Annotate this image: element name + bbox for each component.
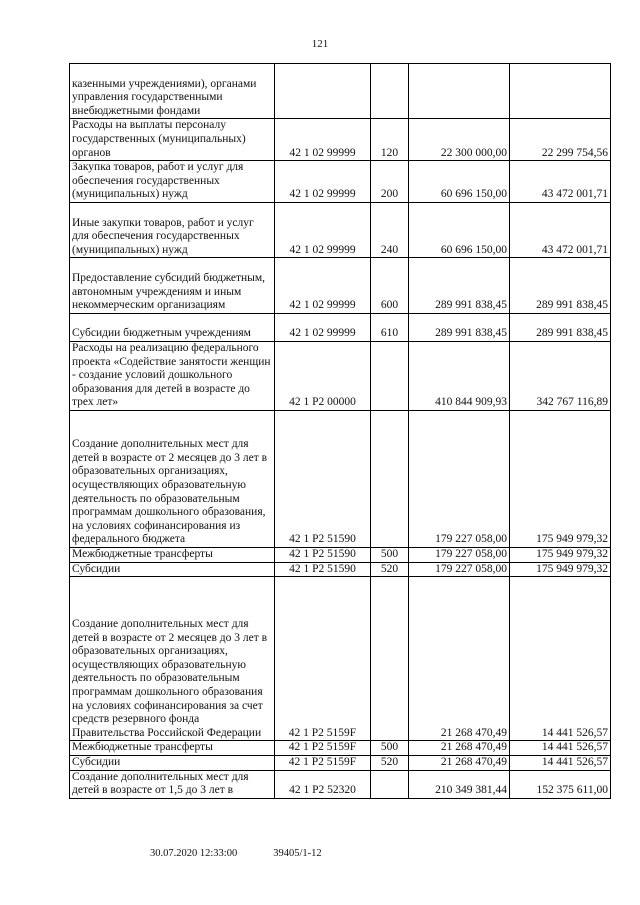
target-code-cell: 42 1 P2 51590 [275,547,371,562]
page-number: 121 [311,38,329,50]
expense-type-cell: 240 [371,202,409,257]
executed-amount-cell: 175 949 979,32 [510,547,611,562]
table-row [70,741,611,756]
target-code-cell: 42 1 02 99999 [275,313,371,341]
footer-document-id: 39405/1-12 [273,848,322,859]
target-code-cell: 42 1 P2 5159F [275,755,371,770]
target-code-cell: 42 1 P2 5159F [275,741,371,756]
executed-amount-cell: 43 472 001,71 [510,161,611,203]
expense-name-cell: Расходы на реализацию федерального проекта «Содействие занятости женщин - создание условий дошкольного образования для детей в возрасте до трех лет» [70,341,275,410]
expense-type-cell: 500 [371,741,409,756]
expense-name-cell: Создание дополнительных мест для детей в возрасте от 1,5 до 3 лет в [70,770,275,798]
planned-amount-cell: 60 696 150,00 [409,202,510,257]
expense-name-cell: Создание дополнительных мест для детей в возрасте от 2 месяцев до 3 лет в образовательных организациях, осуществляющих образовательную деятельность по образовательным программам дошкольного образования, на условиях софинансирования из федерального бюджета [70,410,275,547]
budget-table [69,63,611,799]
expense-type-cell: 120 [371,119,409,161]
table-row [70,547,611,562]
planned-amount-cell [409,64,510,119]
expense-name-cell: Межбюджетные трансферты [70,741,275,756]
target-code-cell: 42 1 P2 51590 [275,562,371,577]
expense-name-cell: Закупка товаров, работ и услуг для обеспечения государственных (муниципальных) нужд [70,161,275,203]
expense-type-cell: 600 [371,258,409,313]
target-code-cell: 42 1 02 99999 [275,258,371,313]
expense-name-cell: Иные закупки товаров, работ и услуг для обеспечения государственных (муниципальных) нужд [70,202,275,257]
footer-timestamp: 30.07.2020 12:33:00 [150,848,238,859]
planned-amount-cell: 22 300 000,00 [409,119,510,161]
planned-amount-cell: 289 991 838,45 [409,313,510,341]
executed-amount-cell: 289 991 838,45 [510,258,611,313]
expense-type-cell: 500 [371,547,409,562]
planned-amount-cell: 21 268 470,49 [409,577,510,741]
table-row [70,64,611,119]
expense-type-cell [371,577,409,741]
executed-amount-cell: 342 767 116,89 [510,341,611,410]
expense-type-cell [371,64,409,119]
document-footer [150,848,322,859]
table-row [70,770,611,798]
table-row [70,341,611,410]
table-row [70,258,611,313]
table-row [70,202,611,257]
table-row [70,410,611,547]
planned-amount-cell: 21 268 470,49 [409,755,510,770]
executed-amount-cell: 175 949 979,32 [510,410,611,547]
executed-amount-cell: 175 949 979,32 [510,562,611,577]
target-code-cell: 42 1 P2 52320 [275,770,371,798]
target-code-cell: 42 1 P2 00000 [275,341,371,410]
planned-amount-cell: 179 227 058,00 [409,547,510,562]
expense-name-cell: Создание дополнительных мест для детей в возрасте от 2 месяцев до 3 лет в образовательных организациях, осуществляющих образовательную деятельность по образовательным программам дошкольного образования на условиях софинансирования за счет средств резервного фонда Правительства Российской Федерации [70,577,275,741]
executed-amount-cell: 152 375 611,00 [510,770,611,798]
executed-amount-cell: 14 441 526,57 [510,741,611,756]
expense-name-cell: казенными учреждениями), органами управления государственными внебюджетными фондами [70,64,275,119]
planned-amount-cell: 289 991 838,45 [409,258,510,313]
table-row [70,119,611,161]
expense-name-cell: Межбюджетные трансферты [70,547,275,562]
expense-name-cell: Предоставление субсидий бюджетным, автономным учреждениям и иным некоммерческим организациям [70,258,275,313]
executed-amount-cell [510,64,611,119]
executed-amount-cell: 14 441 526,57 [510,755,611,770]
expense-type-cell [371,770,409,798]
target-code-cell: 42 1 P2 51590 [275,410,371,547]
table-row [70,313,611,341]
table-row [70,577,611,741]
expense-type-cell: 610 [371,313,409,341]
target-code-cell: 42 1 02 99999 [275,161,371,203]
expense-type-cell: 200 [371,161,409,203]
table-row [70,562,611,577]
expense-name-cell: Субсидии бюджетным учреждениям [70,313,275,341]
table-row [70,161,611,203]
expense-name-cell: Субсидии [70,755,275,770]
planned-amount-cell: 21 268 470,49 [409,741,510,756]
target-code-cell: 42 1 02 99999 [275,202,371,257]
planned-amount-cell: 60 696 150,00 [409,161,510,203]
expense-name-cell: Субсидии [70,562,275,577]
target-code-cell: 42 1 P2 5159F [275,577,371,741]
planned-amount-cell: 210 349 381,44 [409,770,510,798]
executed-amount-cell: 22 299 754,56 [510,119,611,161]
executed-amount-cell: 14 441 526,57 [510,577,611,741]
expense-type-cell: 520 [371,562,409,577]
target-code-cell: 42 1 02 99999 [275,119,371,161]
budget-table-body [70,64,611,799]
executed-amount-cell: 289 991 838,45 [510,313,611,341]
executed-amount-cell: 43 472 001,71 [510,202,611,257]
expense-type-cell: 520 [371,755,409,770]
table-row [70,755,611,770]
planned-amount-cell: 410 844 909,93 [409,341,510,410]
expense-type-cell [371,341,409,410]
expense-name-cell: Расходы на выплаты персоналу государственных (муниципальных) органов [70,119,275,161]
planned-amount-cell: 179 227 058,00 [409,562,510,577]
expense-type-cell [371,410,409,547]
target-code-cell [275,64,371,119]
planned-amount-cell: 179 227 058,00 [409,410,510,547]
